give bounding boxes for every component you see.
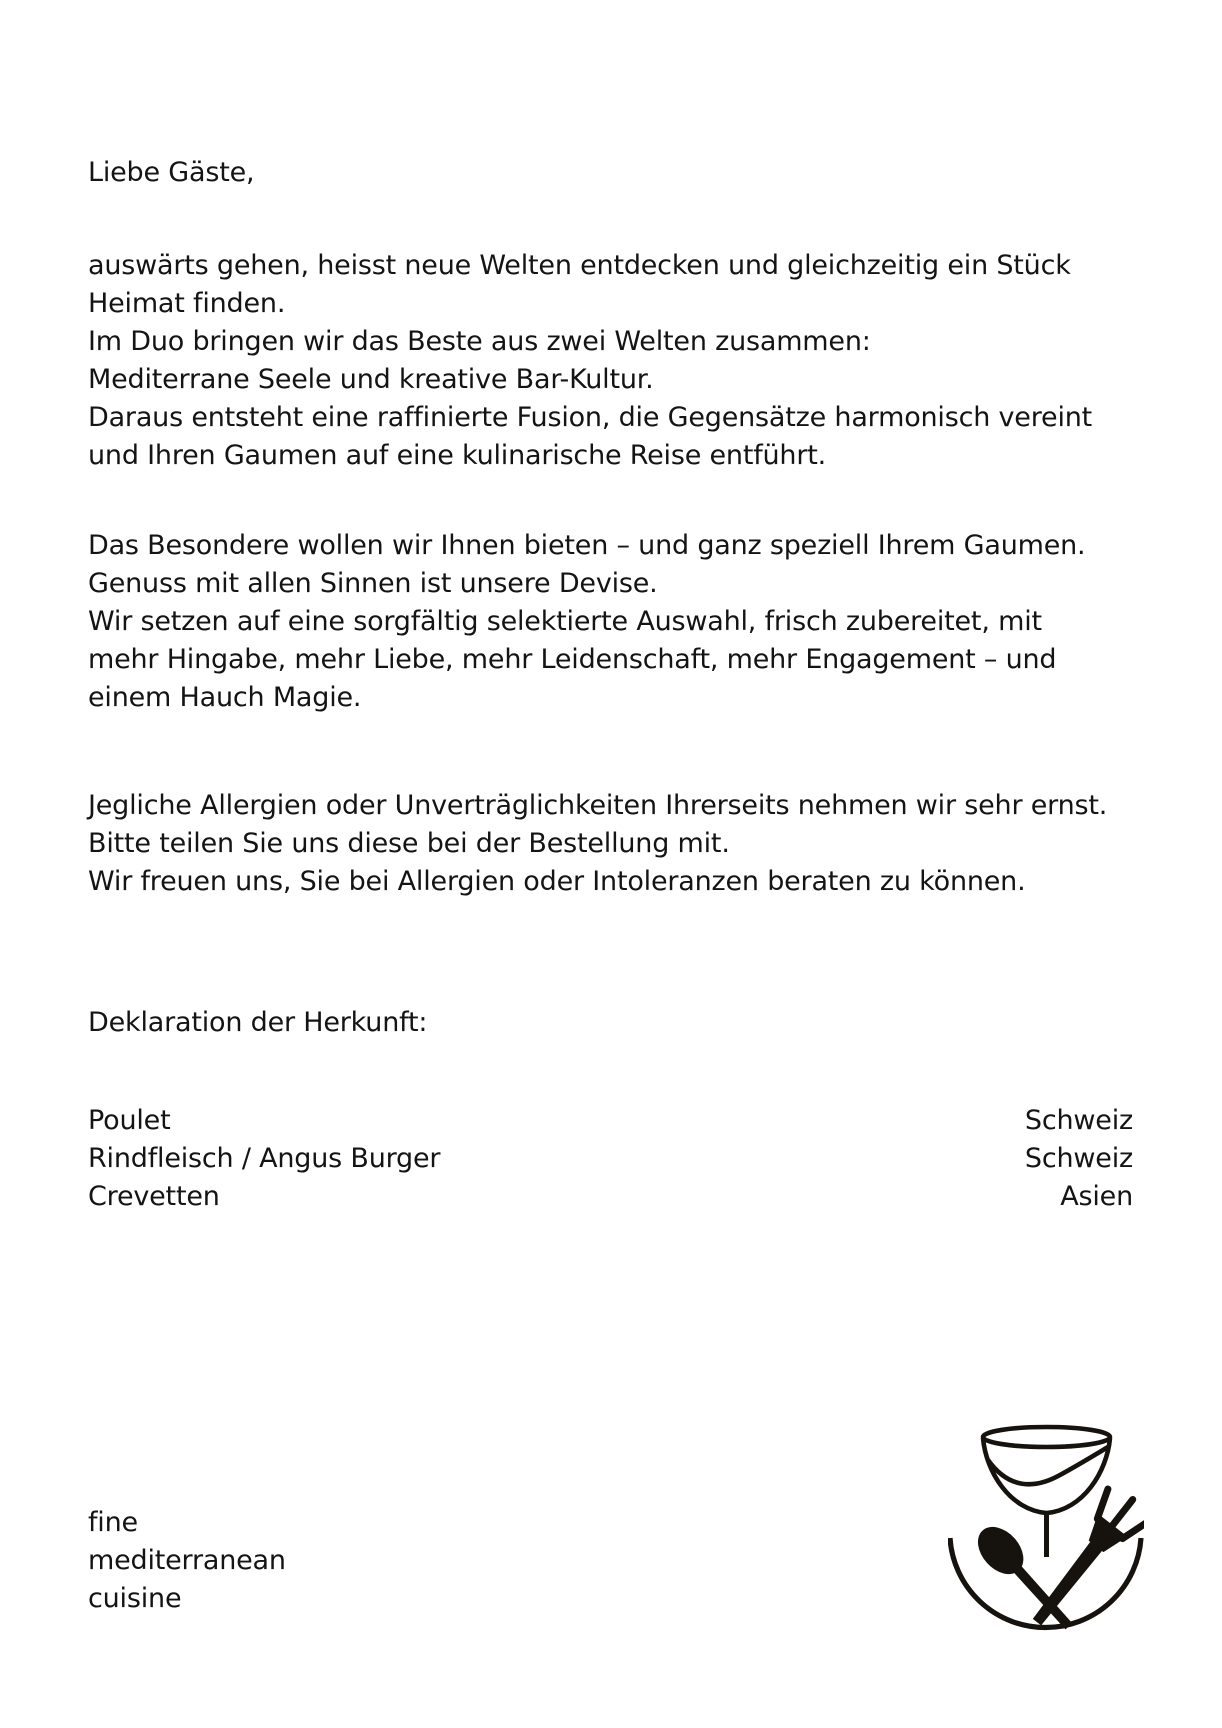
text-line: mediterranean [88, 1545, 286, 1576]
table-row [88, 1102, 1133, 1140]
text-line: einem Hauch Magie. [88, 682, 362, 713]
table-row [88, 1178, 1133, 1216]
allergy-paragraph [88, 787, 1107, 901]
philosophy-paragraph [88, 527, 1085, 717]
text-line: mehr Hingabe, mehr Liebe, mehr Leidenschaft, mehr Engagement – und [88, 644, 1057, 675]
text-line: Jegliche Allergien oder Unverträglichkeiten Ihrerseits nehmen wir sehr ernst. [88, 790, 1108, 821]
glass-rim [983, 1427, 1110, 1447]
text-line: Heimat finden. [88, 288, 286, 319]
text-line: fine [88, 1507, 138, 1538]
text-line: auswärts gehen, heisst neue Welten entdecken und gleichzeitig ein Stück [88, 250, 1071, 281]
text-line: Mediterrane Seele und kreative Bar-Kultur. [88, 364, 654, 395]
text-line: Daraus entsteht eine raffinierte Fusion, die Gegensätze harmonisch vereint [88, 402, 1093, 433]
item-origin: Schweiz [1024, 1105, 1133, 1136]
greeting: Liebe Gäste, [88, 157, 255, 188]
item-name: Poulet [88, 1105, 171, 1136]
text-line: Genuss mit allen Sinnen ist unsere Devise. [88, 568, 658, 599]
wine-glass-cutlery-logo-icon [948, 1420, 1144, 1632]
declaration-heading: Deklaration der Herkunft: [88, 1007, 428, 1038]
text-line: Wir freuen uns, Sie bei Allergien oder Intoleranzen beraten zu können. [88, 866, 1026, 897]
table-row [88, 1140, 1133, 1178]
item-origin: Asien [1060, 1181, 1133, 1212]
wine-wave [988, 1447, 1108, 1484]
text-line: und Ihren Gaumen auf eine kulinarische Reise entführt. [88, 440, 827, 471]
text-line: Im Duo bringen wir das Beste aus zwei Welten zusammen: [88, 326, 871, 357]
text-line: Das Besondere wollen wir Ihnen bieten – und ganz speziell Ihrem Gaumen. [88, 530, 1086, 561]
fork-icon [1017, 1484, 1144, 1632]
item-origin: Schweiz [1024, 1143, 1133, 1174]
text-line: Bitte teilen Sie uns diese bei der Bestellung mit. [88, 828, 730, 859]
item-name: Crevetten [88, 1181, 220, 1212]
item-name: Rindfleisch / Angus Burger [88, 1143, 441, 1174]
intro-paragraph [88, 247, 1092, 475]
text-line: cuisine [88, 1583, 182, 1614]
origin-declaration-table [88, 1102, 1133, 1216]
brand-tagline [88, 1504, 286, 1618]
text-line: Wir setzen auf eine sorgfältig selektierte Auswahl, frisch zubereitet, mit [88, 606, 1042, 637]
